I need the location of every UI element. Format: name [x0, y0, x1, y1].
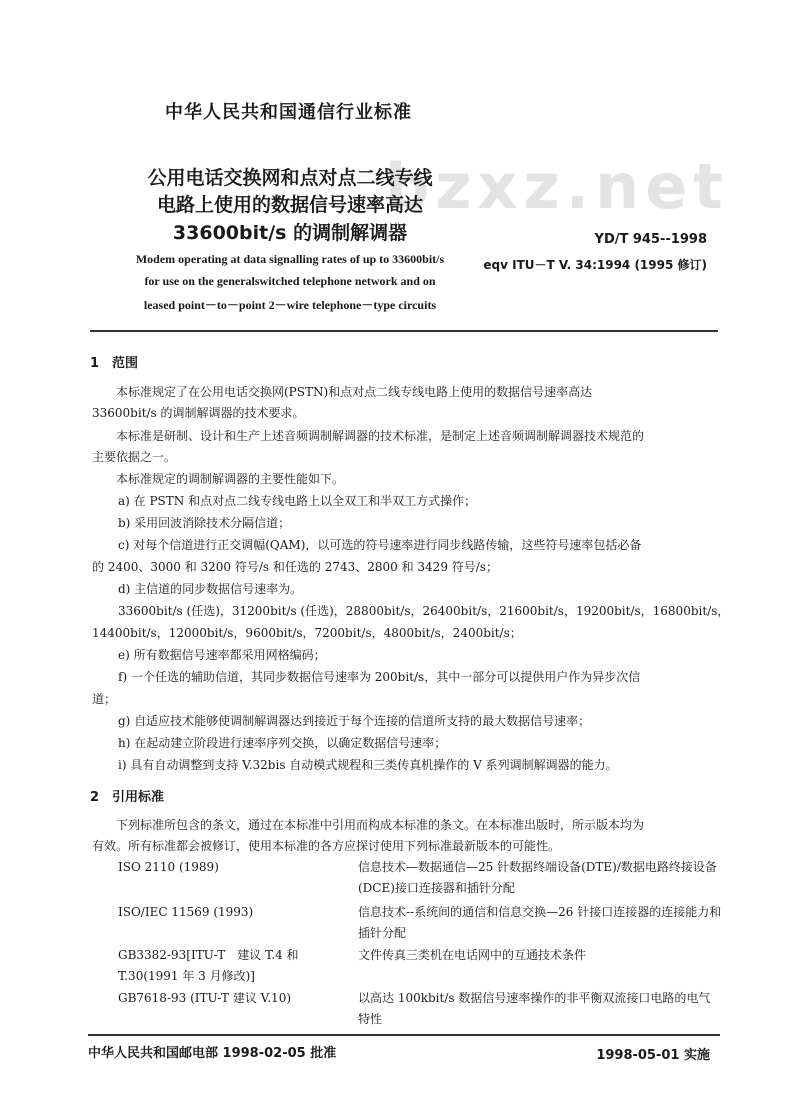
implementation-date: 1998-05-01 实施 [596, 1048, 710, 1063]
s1-item-c-line1: c) 对每个信道进行正交调幅(QAM)，以可选的符号速率进行同步线路传输，这些符号速率包括必备 [118, 538, 642, 552]
approval-date: 中华人民共和国邮电部 1998-02-05 批准 [88, 1046, 337, 1061]
english-title-line-1: Modem operating at data signalling rates of up to 33600bit/s [135, 252, 445, 266]
ref-desc-1: 信息技术—数据通信—25 针数据终端设备(DTE)/数据电路终接设备(DCE)接口连接器和插针分配 [358, 860, 717, 895]
s1-rates-line1: 33600bit/s (任选)，31200bit/s (任选)，28800bit/s，26400bit/s，21600bit/s，19200bit/s，16800bit/s， [118, 604, 730, 618]
watermark-text: bzxz.net [385, 150, 729, 223]
ref-desc-3: 文件传真三类机在电话网中的互通技术条件 [358, 948, 587, 962]
standard-number: YD/T 945--1998 [594, 232, 707, 247]
title-line-2: 电路上使用的数据信号速率高达 [156, 194, 423, 216]
s1-rates-line2: 14400bit/s，12000bit/s，9600bit/s，7200bit/s，4800bit/s，2400bit/s； [92, 626, 522, 640]
ref-desc-4: 以高达 100kbit/s 数据信号速率操作的非平衡双流接口电路的电气特性 [358, 991, 711, 1026]
s1-item-a: a) 在 PSTN 和点对点二线专线电路上以全双工和半双工方式操作； [118, 494, 477, 508]
s1-item-f-line1: f) 一个任选的辅助信道，其同步数据信号速率为 200bit/s，其中一部分可以提供用户作为异步次信 [118, 670, 641, 684]
ref-desc-2: 信息技术--系统间的通信和信息交换—26 针接口连接器的连接能力和插针分配 [358, 905, 722, 940]
s1-paragraph-3: 本标准规定的调制解调器的主要性能如下。 [116, 472, 345, 486]
s1-paragraph-1a: 本标准规定了在公用电话交换网(PSTN)和点对点二线专线电路上使用的数据信号速率高达 [116, 385, 593, 399]
title-line-3: 33600bit/s 的调制解调器 [172, 222, 408, 244]
title-line-1: 公用电话交换网和点对点二线专线 [147, 167, 433, 189]
s1-item-d: d) 主信道的同步数据信号速率为。 [118, 582, 303, 596]
english-title-line-3: leased point－to－point 2－wire telephone－type circuits [143, 298, 437, 312]
footer-divider [88, 1034, 720, 1036]
english-title-line-2: for use on the generalswitched telephone network and on [144, 274, 436, 288]
s1-item-e: e) 所有数据信号速率都采用网格编码； [118, 648, 326, 662]
section-2-heading: 2 引用标准 [90, 790, 165, 805]
s1-item-f-line2: 道； [92, 692, 117, 706]
equivalent-standard: eqv ITU－T V. 34:1994 (1995 修订) [483, 258, 707, 272]
s2-paragraph-1b: 有效。所有标准都会被修订，使用本标准的各方应探讨使用下列标准最新版本的可能性。 [92, 839, 561, 853]
standard-category-header: 中华人民共和国通信行业标准 [165, 102, 412, 123]
s1-paragraph-1b: 33600bit/s 的调制解调器的技术要求。 [92, 406, 305, 420]
section-1-heading: 1 范围 [90, 356, 139, 371]
ref-code-3: GB3382-93[ITU-T 建议 T.4 和 T.30(1991 年 3 月修改)] [118, 948, 299, 983]
header-divider [90, 330, 718, 332]
s1-paragraph-2b: 主要依据之一。 [92, 450, 177, 464]
s1-item-c-line2: 的 2400、3000 和 3200 符号/s 和任选的 2743、2800 和 3429 符号/s； [92, 560, 498, 574]
ref-code-1: ISO 2110 (1989) [118, 860, 219, 874]
s1-item-b: b) 采用回波消除技术分隔信道； [118, 516, 291, 530]
s2-paragraph-1a: 下列标准所包含的条文，通过在本标准中引用而构成本标准的条文。在本标准出版时，所示版本均为 [116, 818, 645, 832]
s1-item-g: g) 自适应技术能够使调制解调器达到接近于每个连接的信道所支持的最大数据信号速率； [118, 714, 591, 728]
ref-code-4: GB7618-93 (ITU-T 建议 V.10) [118, 991, 292, 1005]
ref-code-2: ISO/IEC 11569 (1993) [118, 905, 254, 919]
s1-item-h: h) 在起动建立阶段进行速率序列交换，以确定数据信号速率； [118, 736, 447, 750]
s1-paragraph-2a: 本标准是研制、设计和生产上述音频调制解调器的技术标准，是制定上述音频调制解调器技术规范的 [116, 429, 645, 443]
s1-item-i: i) 具有自动调整到支持 V.32bis 自动模式规程和三类传真机操作的 V 系列调制解调器的能力。 [118, 758, 618, 772]
